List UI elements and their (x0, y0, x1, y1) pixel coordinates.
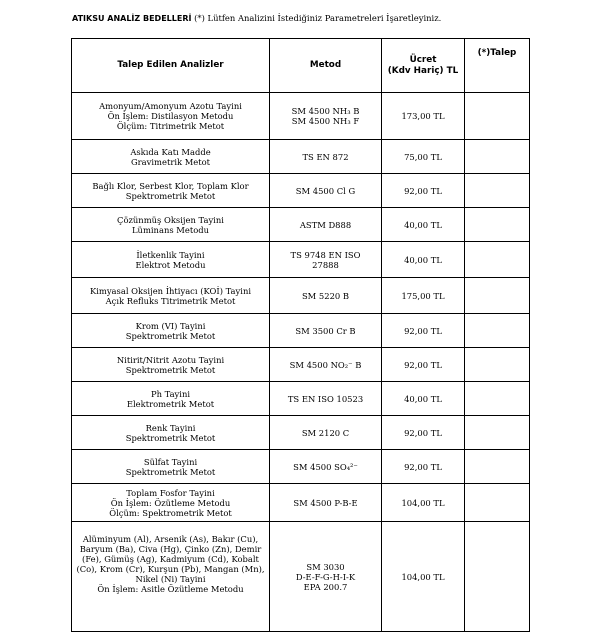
method-cell (270, 416, 382, 450)
analysis-line: Alüminyum (Al), Arsenik (As), Bakır (Cu), (82, 534, 259, 544)
method-line: TS 9748 EN ISO (290, 249, 361, 260)
analysis-line: Baryum (Ba), Civa (Hg), Çinko (Zn), Demir (79, 544, 262, 554)
table-body (72, 93, 530, 632)
method-line: TS EN 872 (302, 151, 349, 162)
analysis-line: Gravimetrik Metot (130, 156, 211, 167)
analysis-line: Spektrometrik Metot (125, 330, 216, 341)
analysis-cell (72, 416, 270, 450)
method-line: TS EN ISO 10523 (287, 393, 364, 404)
method-line: SM 4500 NH₃ F (291, 116, 360, 126)
request-checkbox-cell[interactable] (465, 174, 530, 208)
analysis-cell (72, 382, 270, 416)
method-line: SM 4500 Cl G (295, 185, 356, 196)
analysis-cell (72, 208, 270, 242)
analysis-line: Askıda Katı Madde (130, 146, 211, 157)
request-checkbox-cell[interactable] (465, 450, 530, 484)
table-row (72, 314, 530, 348)
method-cell (270, 348, 382, 382)
heading-note: (*) Lütfen Analizini İstediğiniz Parametreleri İşaretleyiniz. (194, 13, 442, 23)
analysis-cell (72, 140, 270, 174)
price-cell: 104,00 TL (382, 522, 465, 632)
table-row (72, 140, 530, 174)
analysis-line: Bağlı Klor, Serbest Klor, Toplam Klor (92, 180, 249, 191)
table-row (72, 416, 530, 450)
table-row (72, 522, 530, 632)
method-cell (270, 314, 382, 348)
price-cell: 75,00 TL (382, 140, 465, 174)
analysis-line: Elektrometrik Metot (126, 398, 215, 409)
analysis-line: Renk Tayini (145, 422, 196, 433)
method-cell (270, 242, 382, 278)
method-line: D-E-F-G-H-I-K (295, 571, 356, 582)
price-cell: 92,00 TL (382, 416, 465, 450)
method-line: SM 2120 C (301, 427, 350, 438)
analysis-line: Ph Tayini (150, 388, 191, 399)
price-cell: 175,00 TL (382, 278, 465, 314)
request-checkbox-cell[interactable] (465, 382, 530, 416)
page-heading (72, 13, 441, 23)
table-row (72, 484, 530, 522)
analysis-line: Elektrot Metodu (135, 259, 206, 270)
analysis-line: Ölçüm: Spektrometrik Metot (109, 507, 232, 518)
header-method: Metod (270, 39, 382, 93)
price-cell: 92,00 TL (382, 174, 465, 208)
method-cell (270, 450, 382, 484)
request-checkbox-cell[interactable] (465, 278, 530, 314)
table-row (72, 382, 530, 416)
analysis-cell (72, 450, 270, 484)
request-checkbox-cell[interactable] (465, 416, 530, 450)
analysis-line: Ön İşlem: Özütleme Metodu (110, 497, 231, 508)
request-checkbox-cell[interactable] (465, 348, 530, 382)
analysis-line: (Fe), Gümüş (Ag), Kadmiyum (Cd), Kobalt (82, 554, 259, 564)
analysis-cell (72, 174, 270, 208)
request-checkbox-cell[interactable] (465, 208, 530, 242)
table-row (72, 348, 530, 382)
header-analysis: Talep Edilen Analizler (72, 39, 270, 93)
analysis-line: Ön İşlem: Distilasyon Metodu (107, 111, 234, 121)
method-line: 27888 (312, 259, 339, 270)
analysis-cell (72, 484, 270, 522)
table-row (72, 278, 530, 314)
method-line: ASTM D888 (299, 219, 352, 230)
analysis-cell (72, 93, 270, 140)
method-line: SM 4500 SO₄²⁻ (293, 461, 358, 472)
request-checkbox-cell[interactable] (465, 93, 530, 140)
header-price-line1: Ücret (409, 54, 437, 65)
method-cell (270, 278, 382, 314)
price-cell: 92,00 TL (382, 314, 465, 348)
request-checkbox-cell[interactable] (465, 242, 530, 278)
analysis-line: İletkenlik Tayini (136, 249, 205, 260)
analysis-line: Ön İşlem: Asitle Özütleme Metodu (97, 584, 244, 594)
table-header-row (72, 39, 530, 93)
analysis-line: Açık Refluks Titrimetrik Metot (105, 295, 236, 306)
request-checkbox-cell[interactable] (465, 484, 530, 522)
analysis-line: Sülfat Tayini (143, 456, 198, 467)
request-checkbox-cell[interactable] (465, 140, 530, 174)
analysis-line: (Co), Krom (Cr), Kurşun (Pb), Mangan (Mn), (76, 564, 265, 574)
table-row (72, 208, 530, 242)
price-cell: 104,00 TL (382, 484, 465, 522)
method-line: EPA 200.7 (303, 581, 348, 592)
analysis-cell (72, 278, 270, 314)
method-cell (270, 208, 382, 242)
table-row (72, 93, 530, 140)
header-request: (*)Talep (465, 39, 530, 93)
method-cell (270, 174, 382, 208)
table-row (72, 450, 530, 484)
method-line: SM 4500 P-B-E (293, 497, 358, 508)
price-cell: 92,00 TL (382, 450, 465, 484)
analysis-line: Toplam Fosfor Tayini (126, 487, 215, 498)
method-line: SM 3030 (306, 561, 345, 572)
analysis-line: Kimyasal Oksijen İhtiyacı (KOİ) Tayini (89, 285, 252, 296)
analysis-cell (72, 522, 270, 632)
analysis-line: Spektrometrik Metot (125, 466, 216, 477)
analysis-cell (72, 242, 270, 278)
price-cell: 40,00 TL (382, 382, 465, 416)
method-line: SM 4500 NH₃ B (291, 106, 360, 116)
header-price (382, 39, 465, 93)
analysis-line: Spektrometrik Metot (125, 364, 216, 375)
method-cell (270, 484, 382, 522)
analysis-line: Krom (VI) Tayini (135, 320, 206, 331)
analysis-line: Spektrometrik Metot (125, 432, 216, 443)
method-cell (270, 382, 382, 416)
table-row (72, 174, 530, 208)
analysis-line: Nitirit/Nitrit Azotu Tayini (116, 354, 225, 365)
header-price-line2: (Kdv Hariç) TL (387, 65, 459, 76)
request-checkbox-cell[interactable] (465, 522, 530, 632)
method-cell (270, 140, 382, 174)
method-line: SM 5220 B (301, 290, 350, 301)
analysis-cell (72, 314, 270, 348)
analysis-line: Ölçüm: Titrimetrik Metot (116, 121, 225, 131)
request-checkbox-cell[interactable] (465, 314, 530, 348)
method-line: SM 3500 Cr B (295, 325, 356, 336)
price-cell: 40,00 TL (382, 242, 465, 278)
analysis-cell (72, 348, 270, 382)
analysis-line: Spektrometrik Metot (125, 190, 216, 201)
analysis-line: Lüminans Metodu (131, 224, 209, 235)
method-cell (270, 522, 382, 632)
analysis-line: Nikel (Ni) Tayini (135, 574, 206, 584)
analysis-line: Çözünmüş Oksijen Tayini (117, 214, 224, 225)
price-cell: 173,00 TL (382, 93, 465, 140)
heading-title: ATIKSU ANALİZ BEDELLERİ (72, 14, 192, 23)
price-cell: 92,00 TL (382, 348, 465, 382)
method-cell (270, 93, 382, 140)
table-row (72, 242, 530, 278)
analysis-line: Amonyum/Amonyum Azotu Tayini (99, 101, 242, 111)
analysis-price-table (71, 38, 530, 632)
method-line: SM 4500 NO₂⁻ B (289, 359, 362, 370)
price-cell: 40,00 TL (382, 208, 465, 242)
